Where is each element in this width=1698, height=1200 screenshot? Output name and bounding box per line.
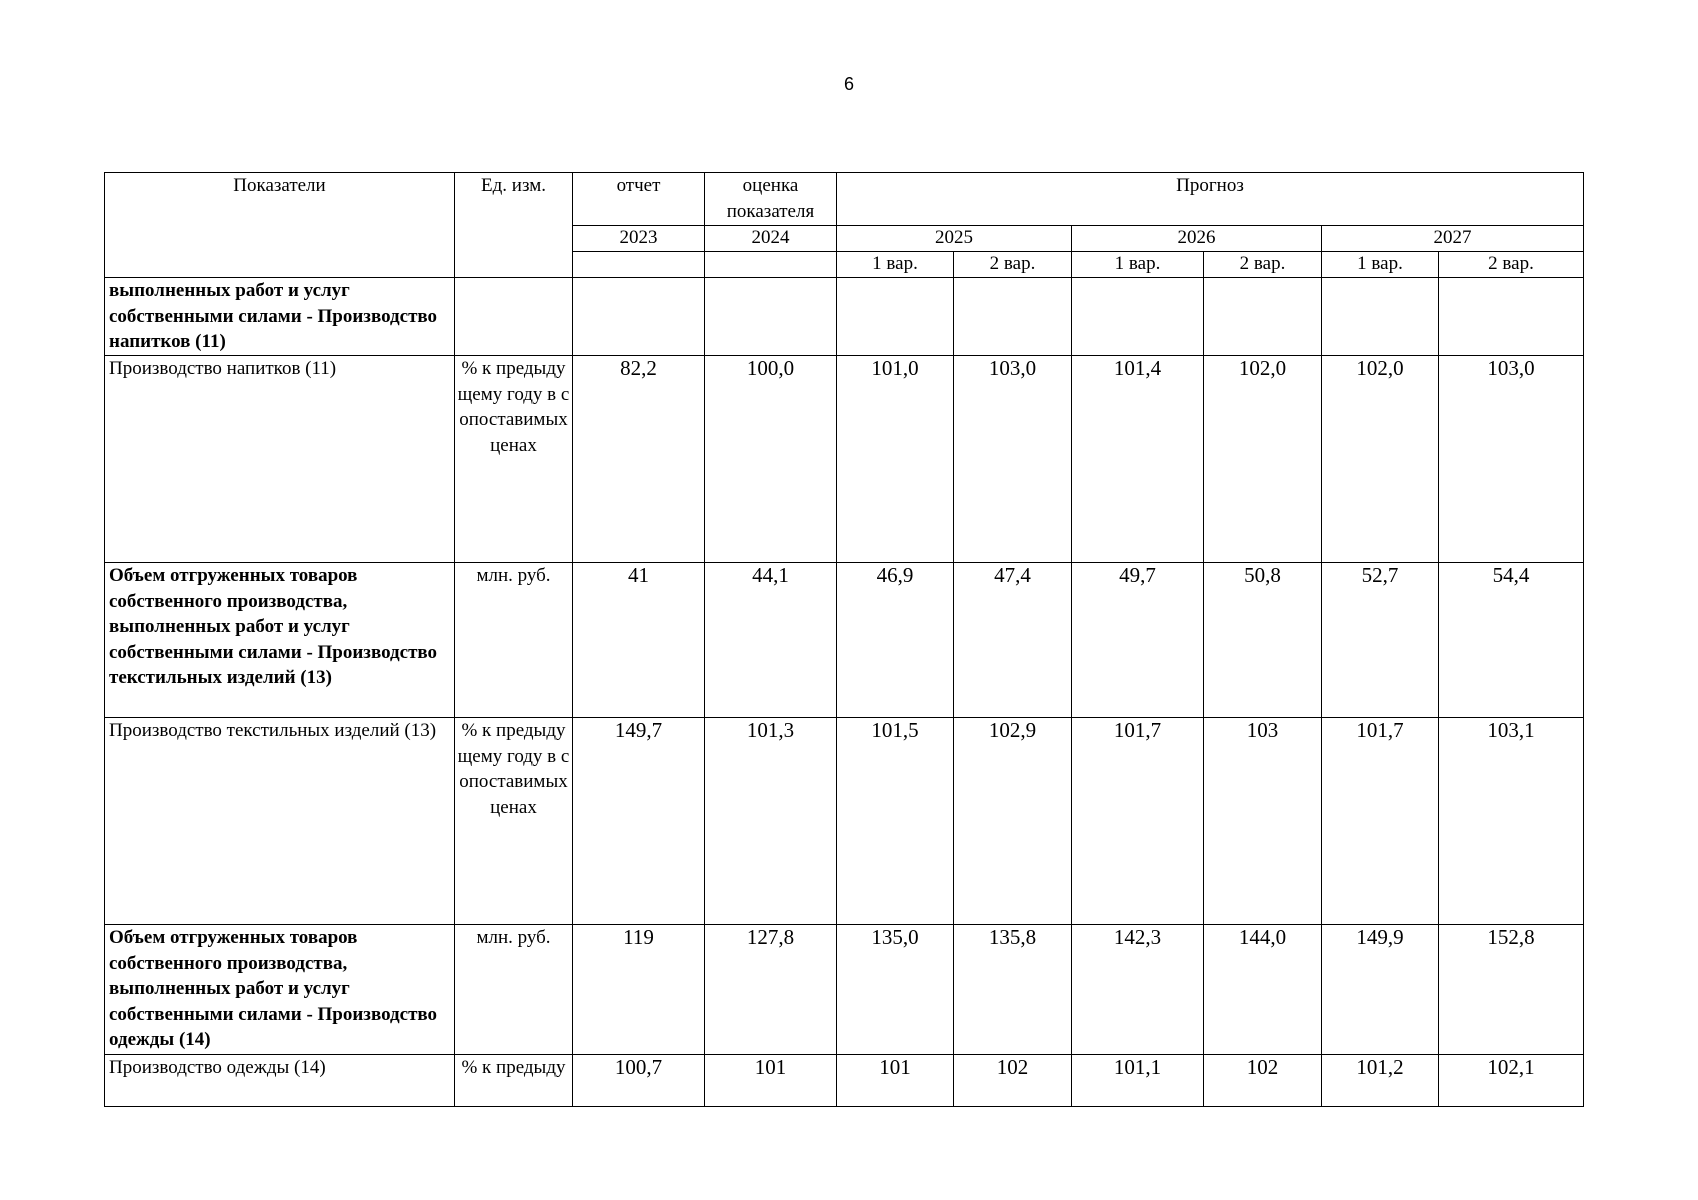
value-cell: 144,0: [1204, 925, 1322, 1055]
value-cell: 101,2: [1322, 1055, 1439, 1107]
header-year-2026: 2026: [1072, 226, 1322, 252]
value-cell: 102,0: [1204, 356, 1322, 563]
value-cell: 52,7: [1322, 563, 1439, 718]
value-cell: 54,4: [1439, 563, 1584, 718]
value-cell: 102: [954, 1055, 1072, 1107]
value-cell: [1439, 278, 1584, 356]
value-cell: 101,5: [837, 718, 954, 925]
value-cell: 101,7: [1072, 718, 1204, 925]
page-number: 6: [843, 74, 854, 94]
table-row: [105, 563, 1584, 718]
indicator-unit: млн. руб.: [455, 563, 573, 718]
header-empty-2024: [705, 252, 837, 278]
value-cell: 142,3: [1072, 925, 1204, 1055]
header-variant: 1 вар.: [1072, 252, 1204, 278]
value-cell: 47,4: [954, 563, 1072, 718]
value-cell: 100,0: [705, 356, 837, 563]
value-cell: 82,2: [573, 356, 705, 563]
value-cell: [1204, 278, 1322, 356]
value-cell: 101,3: [705, 718, 837, 925]
header-variant: 2 вар.: [1439, 252, 1584, 278]
value-cell: 102: [1204, 1055, 1322, 1107]
value-cell: 101: [705, 1055, 837, 1107]
value-cell: 103,1: [1439, 718, 1584, 925]
header-variant: 1 вар.: [1322, 252, 1439, 278]
value-cell: 41: [573, 563, 705, 718]
indicator-name: Объем отгруженных товаров собственного производства, выполненных работ и услуг собственными силами - Производство одежды (14): [105, 925, 455, 1055]
value-cell: 103,0: [1439, 356, 1584, 563]
value-cell: 101,1: [1072, 1055, 1204, 1107]
header-year-2027: 2027: [1322, 226, 1584, 252]
indicator-name: Производство текстильных изделий (13): [105, 718, 455, 925]
value-cell: 119: [573, 925, 705, 1055]
value-cell: 127,8: [705, 925, 837, 1055]
header-year-2024: 2024: [705, 226, 837, 252]
value-cell: 152,8: [1439, 925, 1584, 1055]
table-row: [105, 925, 1584, 1055]
value-cell: 103,0: [954, 356, 1072, 563]
value-cell: 149,7: [573, 718, 705, 925]
table-row: [105, 718, 1584, 925]
indicator-unit: % к предыдущему году в сопоставимых ценах: [455, 718, 573, 925]
header-row-1: [105, 173, 1584, 226]
table-row: [105, 1055, 1584, 1107]
value-cell: 46,9: [837, 563, 954, 718]
value-cell: 135,0: [837, 925, 954, 1055]
header-estimate: оценка показателя: [705, 173, 837, 226]
value-cell: 102,1: [1439, 1055, 1584, 1107]
value-cell: 102,9: [954, 718, 1072, 925]
header-indicator: Показатели: [105, 173, 455, 278]
value-cell: 101,4: [1072, 356, 1204, 563]
indicator-name: Объем отгруженных товаров собственного производства, выполненных работ и услуг собственными силами - Производство текстильных изделий (13): [105, 563, 455, 718]
value-cell: 102,0: [1322, 356, 1439, 563]
indicator-unit: % к предыду: [455, 1055, 573, 1107]
header-variant: 2 вар.: [954, 252, 1072, 278]
indicator-name: Производство одежды (14): [105, 1055, 455, 1107]
value-cell: [1072, 278, 1204, 356]
indicator-name: Производство напитков (11): [105, 356, 455, 563]
value-cell: 49,7: [1072, 563, 1204, 718]
table-row: [105, 356, 1584, 563]
indicator-name: выполненных работ и услуг собственными силами - Производство напитков (11): [105, 278, 455, 356]
value-cell: [954, 278, 1072, 356]
value-cell: 44,1: [705, 563, 837, 718]
value-cell: [573, 278, 705, 356]
header-year-2025: 2025: [837, 226, 1072, 252]
header-variant: 2 вар.: [1204, 252, 1322, 278]
indicator-unit: млн. руб.: [455, 925, 573, 1055]
value-cell: [1322, 278, 1439, 356]
indicator-unit: [455, 278, 573, 356]
header-year-2023: 2023: [573, 226, 705, 252]
value-cell: 103: [1204, 718, 1322, 925]
value-cell: 101,7: [1322, 718, 1439, 925]
value-cell: 50,8: [1204, 563, 1322, 718]
table-row: [105, 278, 1584, 356]
value-cell: 135,8: [954, 925, 1072, 1055]
value-cell: [705, 278, 837, 356]
value-cell: 149,9: [1322, 925, 1439, 1055]
forecast-table: [104, 172, 1584, 1107]
value-cell: 100,7: [573, 1055, 705, 1107]
value-cell: [837, 278, 954, 356]
indicator-unit: % к предыдущему году в сопоставимых ценах: [455, 356, 573, 563]
value-cell: 101: [837, 1055, 954, 1107]
header-report: отчет: [573, 173, 705, 226]
value-cell: 101,0: [837, 356, 954, 563]
header-variant: 1 вар.: [837, 252, 954, 278]
header-forecast: Прогноз: [837, 173, 1584, 226]
header-unit: Ед. изм.: [455, 173, 573, 278]
header-empty-2023: [573, 252, 705, 278]
